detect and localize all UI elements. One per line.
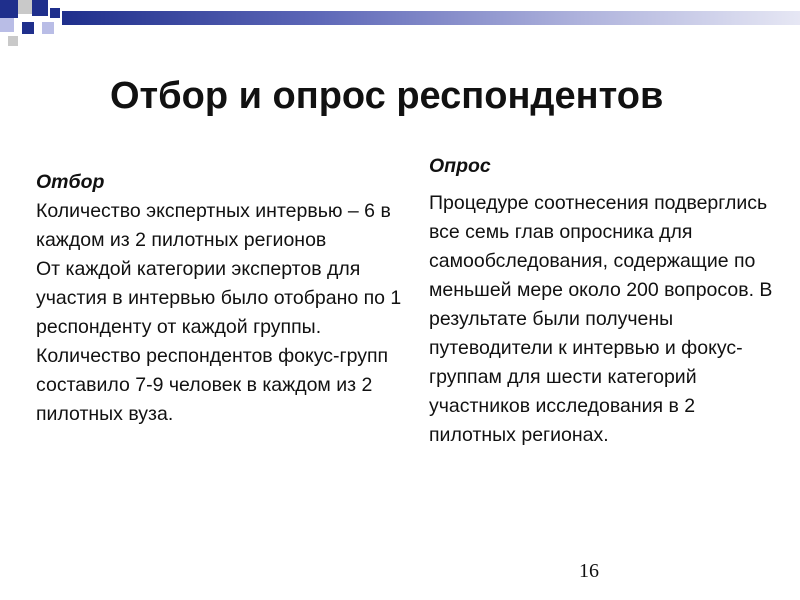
page-number: 16	[579, 560, 599, 582]
decor-square-navy	[0, 0, 18, 18]
decor-square-navy-2	[32, 0, 48, 16]
left-paragraph-1: Количество экспертных интервью – 6 в каждом из 2 пилотных регионов	[36, 200, 391, 251]
right-column-heading: Опрос	[429, 155, 491, 177]
decor-square-navy-3	[22, 22, 34, 34]
header-gradient-bar	[62, 11, 800, 25]
decor-square-lavender-2	[42, 22, 54, 34]
decor-square-lavender	[0, 18, 14, 32]
left-column-heading: Отбор	[36, 171, 105, 193]
right-paragraph-1: Процедуре соотнесения подверглись все семь глав опросника для самообследования, содержащие по меньшей мере около 200 вопросов. В результате были получены путеводители к интервью и фокус-группам для шести категорий участников исследования в 2 пилотных регионах.	[429, 192, 773, 446]
right-column	[429, 152, 774, 450]
slide-title: Отбор и опрос респондентов	[110, 75, 664, 117]
left-paragraph-2: От каждой категории экспертов для участия в интервью было отобрано по 1 респонденту от каждой группы.	[36, 258, 402, 338]
left-paragraph-3: Количество респондентов фокус-групп составило 7-9 человек в каждом из 2 пилотных вуза.	[36, 345, 389, 425]
decor-square-gray-2	[8, 36, 18, 46]
decor-square-navy-4	[50, 8, 60, 18]
decor-square-gray	[18, 0, 32, 14]
left-column	[36, 168, 416, 429]
